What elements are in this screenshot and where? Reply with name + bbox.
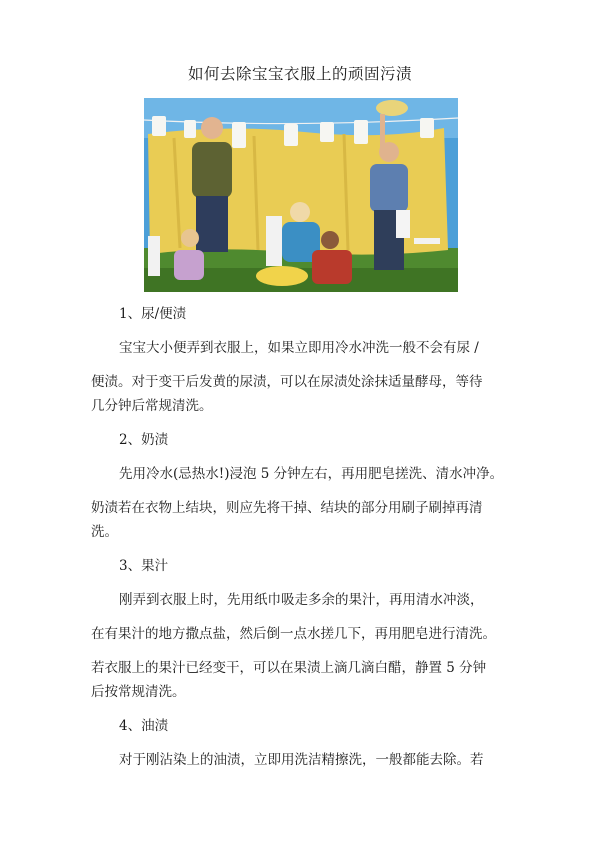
document-title: 如何去除宝宝衣服上的顽固污渍 (187, 65, 412, 83)
section-heading-urine-stain: 1、尿/便渍 (119, 306, 187, 322)
paragraph-line: 洗。 (91, 524, 118, 540)
section-heading-milk-stain: 2、奶渍 (119, 432, 169, 448)
paragraph-line: 宝宝大小便弄到衣服上，如果立即用冷水冲洗一般不会有尿 / (119, 340, 479, 356)
paragraph-line: 在有果汁的地方撒点盐，然后倒一点水搓几下，再用肥皂进行清洗。 (91, 626, 496, 642)
paragraph-line: 几分钟后常规清洗。 (91, 398, 213, 414)
paragraph-line: 奶渍若在衣物上结块，则应先将干掉、结块的部分用刷子刷掉再清 (91, 500, 483, 516)
paragraph-line: 便渍。对于变干后发黄的尿渍，可以在尿渍处涂抹适量酵母，等待 (91, 374, 483, 390)
paragraph-line: 若衣服上的果汁已经变干，可以在果渍上滴几滴白醋，静置 5 分钟 (91, 660, 487, 676)
paragraph-line: 刚弄到衣服上时，先用纸巾吸走多余的果汁，再用清水冲淡， (119, 592, 484, 608)
paragraph-line: 后按常规清洗。 (91, 684, 186, 700)
section-heading-oil-stain: 4、油渍 (119, 718, 169, 734)
paragraph-line: 先用冷水(忌热水!)浸泡 5 分钟左右，再用肥皂搓洗、清水冲净。 (119, 466, 504, 482)
family-laundry-photo (144, 98, 458, 292)
paragraph-line: 对于刚沾染上的油渍，立即用洗洁精擦洗，一般都能去除。若 (119, 752, 484, 768)
section-heading-juice-stain: 3、果汁 (119, 558, 169, 574)
